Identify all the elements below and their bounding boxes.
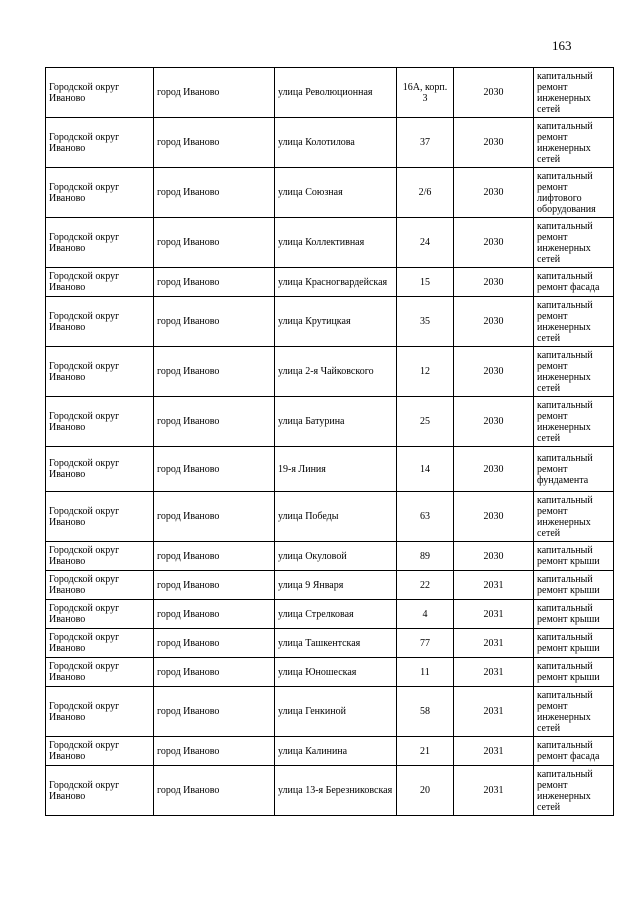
work-type-cell: капитальный ремонт фундамента bbox=[534, 447, 614, 492]
okrug-cell: Городской округ Иваново bbox=[46, 492, 154, 542]
street-cell: улица 2-я Чайковского bbox=[275, 347, 397, 397]
work-type-cell: капитальный ремонт фасада bbox=[534, 268, 614, 297]
house-number-cell: 22 bbox=[397, 571, 454, 600]
table-row bbox=[46, 658, 614, 687]
work-type-cell: капитальный ремонт инженерных сетей bbox=[534, 687, 614, 737]
table-row bbox=[46, 297, 614, 347]
year-cell: 2031 bbox=[454, 600, 534, 629]
city-cell: город Иваново bbox=[154, 68, 275, 118]
okrug-cell: Городской округ Иваново bbox=[46, 629, 154, 658]
house-number-cell: 58 bbox=[397, 687, 454, 737]
year-cell: 2031 bbox=[454, 571, 534, 600]
okrug-cell: Городской округ Иваново bbox=[46, 658, 154, 687]
street-cell: улица 13-я Березниковская bbox=[275, 766, 397, 816]
page-number: 163 bbox=[552, 38, 572, 53]
okrug-cell: Городской округ Иваново bbox=[46, 268, 154, 297]
house-number-cell: 20 bbox=[397, 766, 454, 816]
street-cell: улица Окуловой bbox=[275, 542, 397, 571]
okrug-cell: Городской округ Иваново bbox=[46, 766, 154, 816]
repair-schedule-table bbox=[45, 67, 614, 816]
street-cell: улица Колотилова bbox=[275, 118, 397, 168]
house-number-cell: 11 bbox=[397, 658, 454, 687]
work-type-cell: капитальный ремонт инженерных сетей bbox=[534, 766, 614, 816]
work-type-cell: капитальный ремонт инженерных сетей bbox=[534, 397, 614, 447]
city-cell: город Иваново bbox=[154, 118, 275, 168]
work-type-cell: капитальный ремонт фасада bbox=[534, 737, 614, 766]
okrug-cell: Городской округ Иваново bbox=[46, 218, 154, 268]
street-cell: улица Красногвардейская bbox=[275, 268, 397, 297]
okrug-cell: Городской округ Иваново bbox=[46, 168, 154, 218]
okrug-cell: Городской округ Иваново bbox=[46, 542, 154, 571]
year-cell: 2031 bbox=[454, 687, 534, 737]
work-type-cell: капитальный ремонт инженерных сетей bbox=[534, 297, 614, 347]
house-number-cell: 2/6 bbox=[397, 168, 454, 218]
table-row bbox=[46, 542, 614, 571]
year-cell: 2030 bbox=[454, 68, 534, 118]
table-row bbox=[46, 687, 614, 737]
street-cell: улица Союзная bbox=[275, 168, 397, 218]
work-type-cell: капитальный ремонт крыши bbox=[534, 571, 614, 600]
work-type-cell: капитальный ремонт лифтового оборудования bbox=[534, 168, 614, 218]
street-cell: улица Юношеская bbox=[275, 658, 397, 687]
year-cell: 2030 bbox=[454, 397, 534, 447]
year-cell: 2030 bbox=[454, 347, 534, 397]
street-cell: 19-я Линия bbox=[275, 447, 397, 492]
house-number-cell: 37 bbox=[397, 118, 454, 168]
year-cell: 2030 bbox=[454, 268, 534, 297]
house-number-cell: 63 bbox=[397, 492, 454, 542]
city-cell: город Иваново bbox=[154, 447, 275, 492]
table-row bbox=[46, 492, 614, 542]
house-number-cell: 14 bbox=[397, 447, 454, 492]
street-cell: улица Революционная bbox=[275, 68, 397, 118]
table-row bbox=[46, 766, 614, 816]
street-cell: улица Победы bbox=[275, 492, 397, 542]
year-cell: 2030 bbox=[454, 542, 534, 571]
street-cell: улица Коллективная bbox=[275, 218, 397, 268]
work-type-cell: капитальный ремонт крыши bbox=[534, 658, 614, 687]
table-body bbox=[46, 68, 614, 816]
year-cell: 2030 bbox=[454, 492, 534, 542]
city-cell: город Иваново bbox=[154, 218, 275, 268]
house-number-cell: 21 bbox=[397, 737, 454, 766]
house-number-cell: 89 bbox=[397, 542, 454, 571]
work-type-cell: капитальный ремонт инженерных сетей bbox=[534, 492, 614, 542]
table-row bbox=[46, 68, 614, 118]
city-cell: город Иваново bbox=[154, 629, 275, 658]
table-row bbox=[46, 629, 614, 658]
city-cell: город Иваново bbox=[154, 297, 275, 347]
house-number-cell: 35 bbox=[397, 297, 454, 347]
year-cell: 2030 bbox=[454, 218, 534, 268]
street-cell: улица Стрелковая bbox=[275, 600, 397, 629]
year-cell: 2030 bbox=[454, 447, 534, 492]
year-cell: 2031 bbox=[454, 658, 534, 687]
okrug-cell: Городской округ Иваново bbox=[46, 571, 154, 600]
street-cell: улица Калинина bbox=[275, 737, 397, 766]
street-cell: улица Батурина bbox=[275, 397, 397, 447]
work-type-cell: капитальный ремонт инженерных сетей bbox=[534, 218, 614, 268]
house-number-cell: 4 bbox=[397, 600, 454, 629]
table-row bbox=[46, 347, 614, 397]
okrug-cell: Городской округ Иваново bbox=[46, 68, 154, 118]
okrug-cell: Городской округ Иваново bbox=[46, 687, 154, 737]
work-type-cell: капитальный ремонт крыши bbox=[534, 542, 614, 571]
house-number-cell: 25 bbox=[397, 397, 454, 447]
house-number-cell: 16А, корп. 3 bbox=[397, 68, 454, 118]
table-row bbox=[46, 600, 614, 629]
year-cell: 2031 bbox=[454, 737, 534, 766]
city-cell: город Иваново bbox=[154, 737, 275, 766]
city-cell: город Иваново bbox=[154, 542, 275, 571]
work-type-cell: капитальный ремонт инженерных сетей bbox=[534, 68, 614, 118]
city-cell: город Иваново bbox=[154, 492, 275, 542]
street-cell: улица Крутицкая bbox=[275, 297, 397, 347]
street-cell: улица Генкиной bbox=[275, 687, 397, 737]
city-cell: город Иваново bbox=[154, 571, 275, 600]
okrug-cell: Городской округ Иваново bbox=[46, 600, 154, 629]
house-number-cell: 15 bbox=[397, 268, 454, 297]
table-row bbox=[46, 218, 614, 268]
table-row bbox=[46, 397, 614, 447]
work-type-cell: капитальный ремонт крыши bbox=[534, 629, 614, 658]
work-type-cell: капитальный ремонт инженерных сетей bbox=[534, 118, 614, 168]
city-cell: город Иваново bbox=[154, 766, 275, 816]
year-cell: 2030 bbox=[454, 297, 534, 347]
house-number-cell: 24 bbox=[397, 218, 454, 268]
okrug-cell: Городской округ Иваново bbox=[46, 347, 154, 397]
city-cell: город Иваново bbox=[154, 658, 275, 687]
okrug-cell: Городской округ Иваново bbox=[46, 297, 154, 347]
street-cell: улица 9 Января bbox=[275, 571, 397, 600]
okrug-cell: Городской округ Иваново bbox=[46, 447, 154, 492]
street-cell: улица Ташкентская bbox=[275, 629, 397, 658]
house-number-cell: 12 bbox=[397, 347, 454, 397]
okrug-cell: Городской округ Иваново bbox=[46, 118, 154, 168]
table-row bbox=[46, 118, 614, 168]
city-cell: город Иваново bbox=[154, 397, 275, 447]
table-row bbox=[46, 571, 614, 600]
okrug-cell: Городской округ Иваново bbox=[46, 397, 154, 447]
city-cell: город Иваново bbox=[154, 168, 275, 218]
work-type-cell: капитальный ремонт крыши bbox=[534, 600, 614, 629]
city-cell: город Иваново bbox=[154, 600, 275, 629]
year-cell: 2031 bbox=[454, 629, 534, 658]
work-type-cell: капитальный ремонт инженерных сетей bbox=[534, 347, 614, 397]
city-cell: город Иваново bbox=[154, 268, 275, 297]
city-cell: город Иваново bbox=[154, 687, 275, 737]
house-number-cell: 77 bbox=[397, 629, 454, 658]
table-row bbox=[46, 168, 614, 218]
table-row bbox=[46, 268, 614, 297]
year-cell: 2031 bbox=[454, 766, 534, 816]
table-row bbox=[46, 737, 614, 766]
city-cell: город Иваново bbox=[154, 347, 275, 397]
table-row bbox=[46, 447, 614, 492]
year-cell: 2030 bbox=[454, 168, 534, 218]
year-cell: 2030 bbox=[454, 118, 534, 168]
okrug-cell: Городской округ Иваново bbox=[46, 737, 154, 766]
